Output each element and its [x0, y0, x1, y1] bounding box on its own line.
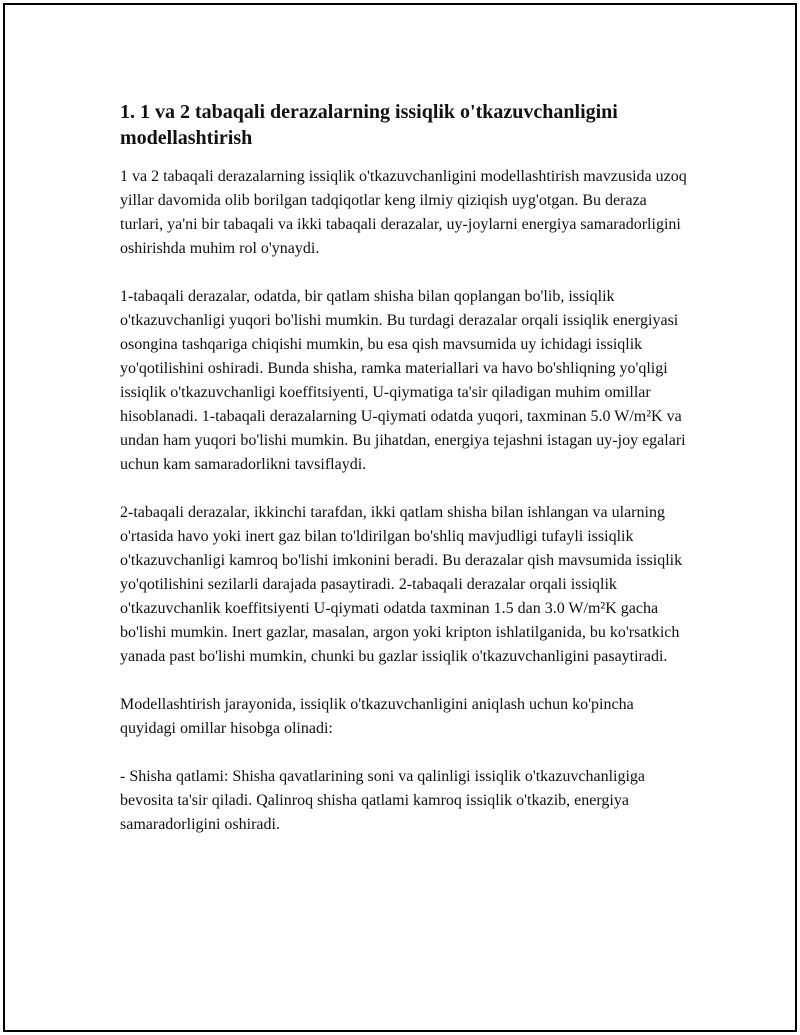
- paragraph-double-pane: 2-tabaqali derazalar, ikkinchi tarafdan, ikki qatlam shisha bilan ishlangan va ularning o'rtasida havo yoki inert gaz bilan to'ldirilgan bo'shliq mavjudligi tufayli issiqlik o'tkazuvchanligi kamroq bo'lishi imkonini beradi. Bu derazalar qish mavsumida issiqlik yo'qotilishini sezilarli darajada pasaytiradi. 2-tabaqali derazalar orqali issiqlik o'tkazuvchanlik koeffitsiyenti U-qiymati odatda taxminan 1.5 dan 3.0 W/m²K gacha bo'lishi mumkin. Inert gazlar, masalan, argon yoki kripton ishlatilganida, bu ko'rsatkich yanada past bo'lishi mumkin, chunki bu gazlar issiqlik o'tkazuvchanligini pasaytiradi.: [120, 504, 683, 665]
- paragraph-glass-layer: - Shisha qatlami: Shisha qavatlarining soni va qalinligi issiqlik o'tkazuvchanligiga bevosita ta'sir qiladi. Qalinroq shisha qatlami kamroq issiqlik o'tkazib, energiya samaradorligini oshiradi.: [120, 768, 646, 833]
- document-page: [3, 3, 797, 1032]
- paragraph-single-pane: 1-tabaqali derazalar, odatda, bir qatlam shisha bilan qoplangan bo'lib, issiqlik o'tkazuvchanligi yuqori bo'lishi mumkin. Bu turdagi derazalar orqali issiqlik energiyasi osongina tashqariga chiqishi mumkin, bu esa qish mavsumida uy ichidagi issiqlik yo'qotilishini oshiradi. Bunda shisha, ramka materiallari va havo bo'shliqning yo'qligi issiqlik o'tkazuvchanligi koeffitsiyenti, U-qiymatiga ta'sir qiladigan muhim omillar hisoblanadi. 1-tabaqali derazalarning U-qiymati odatda yuqori, taxminan 5.0 W/m²K va undan ham yuqori bo'lishi mumkin. Bu jihatdan, energiya tejashni istagan uy-joy egalari uchun kam samaradorlikni tavsiflaydi.: [120, 288, 686, 473]
- paragraph-modeling-factors: Modellashtirish jarayonida, issiqlik o'tkazuvchanligini aniqlash uchun ko'pincha quyidagi omillar hisobga olinadi:: [120, 696, 634, 737]
- paragraph-intro: 1 va 2 tabaqali derazalarning issiqlik o'tkazuvchanligini modellashtirish mavzusida uzoq yillar davomida olib borilgan tadqiqotlar keng ilmiy qiziqish uyg'otgan. Bu deraza turlari, ya'ni bir tabaqali va ikki tabaqali derazalar, uy-joylarni energiya samaradorligini oshirishda muhim rol o'ynaydi.: [120, 168, 687, 257]
- document-content: [120, 99, 692, 861]
- document-title: 1. 1 va 2 tabaqali derazalarning issiqlik o'tkazuvchanligini modellashtirish: [120, 101, 618, 149]
